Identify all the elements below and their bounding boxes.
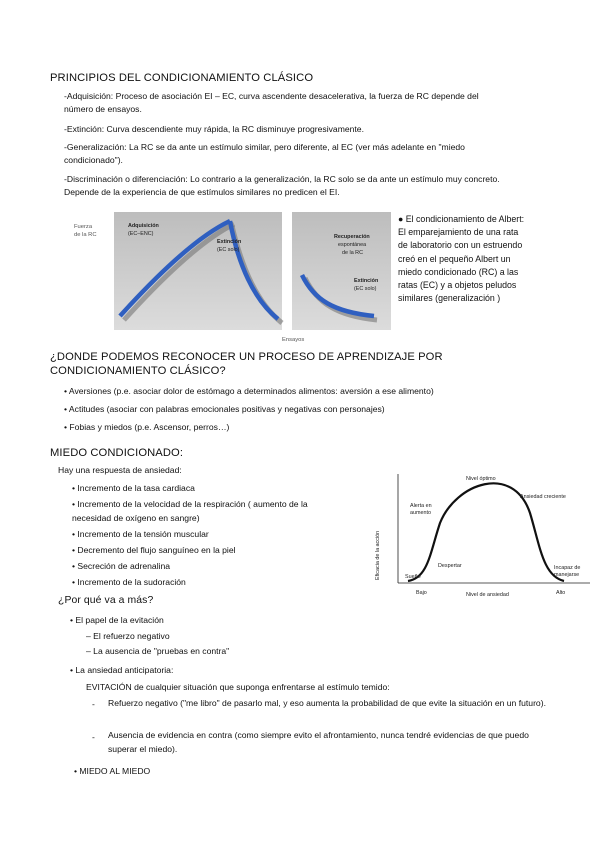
albert-note: ● El condicionamiento de Albert: El emparejamiento de una rata de laboratorio con un estruendo creó en el pequeño Albert un miedo condicionado (RC) a las ratas (EC) y a objetos peludos similares (generalización ) [398, 214, 525, 304]
fig2-x-low: Bajo [416, 590, 427, 596]
symptom-item: • Secreción de adrenalina [72, 561, 171, 571]
fig1-acq-label-1: Adquisición [128, 223, 159, 229]
fig1-ext-label-1: Extinción [217, 239, 242, 245]
section-title-donde: ¿DONDE PODEMOS RECONOCER UN PROCESO DE APRENDIZAJE POR CONDICIONAMIENTO CLÁSICO? [50, 351, 443, 377]
fig1-panel-left [114, 212, 282, 330]
dash-item-refuerzo: Refuerzo negativo ("me libro" de pasarlo mal, y eso aumenta la probabilidad de que evite la situación en un futuro). [108, 698, 546, 708]
fig2-growing-label: Ansiedad creciente [520, 494, 566, 500]
avoid-title: • El papel de la evitación [70, 615, 164, 625]
why-title: ¿Por qué va a más? [58, 595, 154, 606]
fig2-alert-label-2: aumento [410, 510, 431, 516]
fig1-rec-label-2: espontánea [338, 242, 367, 248]
symptom-item: • Decremento del flujo sanguíneo en la piel [72, 545, 236, 555]
section-title-principios: PRINCIPIOS DEL CONDICIONAMIENTO CLÁSICO [50, 72, 314, 84]
list-item-actitudes: • Actitudes (asociar con palabras emocionales positivas y negativas con personajes) [64, 404, 385, 414]
anticipatory-title: • La ansiedad anticipatoria: [70, 665, 174, 675]
anxiety-performance-figure [368, 468, 594, 604]
section-title-miedo: MIEDO CONDICIONADO: [50, 447, 184, 459]
fig2-alert-label-1: Alerta en [410, 503, 432, 509]
fig1-y-label-2: de la RC [74, 232, 97, 238]
fig2-unable-label-2: manejarse [554, 572, 580, 578]
conditioning-curve-figure [72, 208, 394, 344]
fig1-rec-label-1: Recuperación [334, 234, 370, 240]
miedo-al-miedo: • MIEDO AL MIEDO [74, 766, 151, 776]
symptom-item: • Incremento de la velocidad de la respiración ( aumento de la necesidad de oxígeno en sangre) [72, 499, 308, 523]
symptom-item: • Incremento de la tensión muscular [72, 529, 209, 539]
avoid-item: – La ausencia de "pruebas en contra" [86, 646, 230, 656]
fig1-x-label: Ensayos [282, 337, 305, 343]
symptom-item: • Incremento de la tasa cardiaca [72, 483, 195, 493]
fig1-y-label-1: Fuerza [74, 224, 93, 230]
item-extincion: -Extinción: Curva descendiente muy rápida, la RC disminuye progresivamente. [64, 124, 364, 134]
fig1-ext2-label-2: (EC solo) [354, 286, 377, 292]
dash-item-ausencia: Ausencia de evidencia en contra (como siempre evito el afrontamiento, nunca tendré evidencias de que puedo superar el miedo). [108, 730, 529, 754]
fig1-ext-label-2: (EC solo) [217, 247, 240, 253]
evitacion-text: EVITACIÓN de cualquier situación que suponga enfrentarse al estímulo temido: [86, 682, 390, 692]
fig1-acq-label-2: (EC–ENC) [128, 231, 154, 237]
fig2-x-label: Nivel de ansiedad [466, 592, 509, 598]
item-adquisicion: -Adquisición: Proceso de asociación EI – EC, curva ascendente desacelerativa, la fuerza de RC depende del número de ensayos. [64, 91, 479, 114]
item-discriminacion: -Discriminación o diferenciación: Lo contrario a la generalización, la RC solo se da ante un estímulo muy concreto. Depende de la experiencia de que estímulos similares no predicen el EI. [64, 174, 500, 197]
list-item-fobias: • Fobias y miedos (p.e. Ascensor, perros…) [64, 422, 230, 432]
fig2-y-label: Eficacia de la acción [375, 530, 381, 580]
anxiety-intro: Hay una respuesta de ansiedad: [58, 465, 182, 475]
dash-marker: - [92, 732, 95, 742]
symptom-item: • Incremento de la sudoración [72, 577, 186, 587]
fig2-x-high: Alto [556, 590, 566, 596]
item-generalizacion: -Generalización: La RC se da ante un estímulo similar, pero diferente, al EC (ver más adelante en "miedo condicionado"). [64, 142, 465, 165]
dash-marker: - [92, 699, 95, 709]
fig2-wake-label: Despertar [438, 563, 462, 569]
fig2-optimal-label: Nivel óptimo [466, 476, 496, 482]
list-item-aversiones: • Aversiones (p.e. asociar dolor de estómago a determinados alimentos: aversión a ese alimento) [64, 386, 434, 396]
fig1-ext2-label-1: Extinción [354, 278, 379, 284]
fig2-unable-label-1: Incapaz de [554, 565, 581, 571]
fig1-rec-label-3: de la RC [342, 250, 363, 256]
avoid-item: – El refuerzo negativo [86, 631, 170, 641]
fig2-sleep-label: Sueño [405, 574, 421, 580]
